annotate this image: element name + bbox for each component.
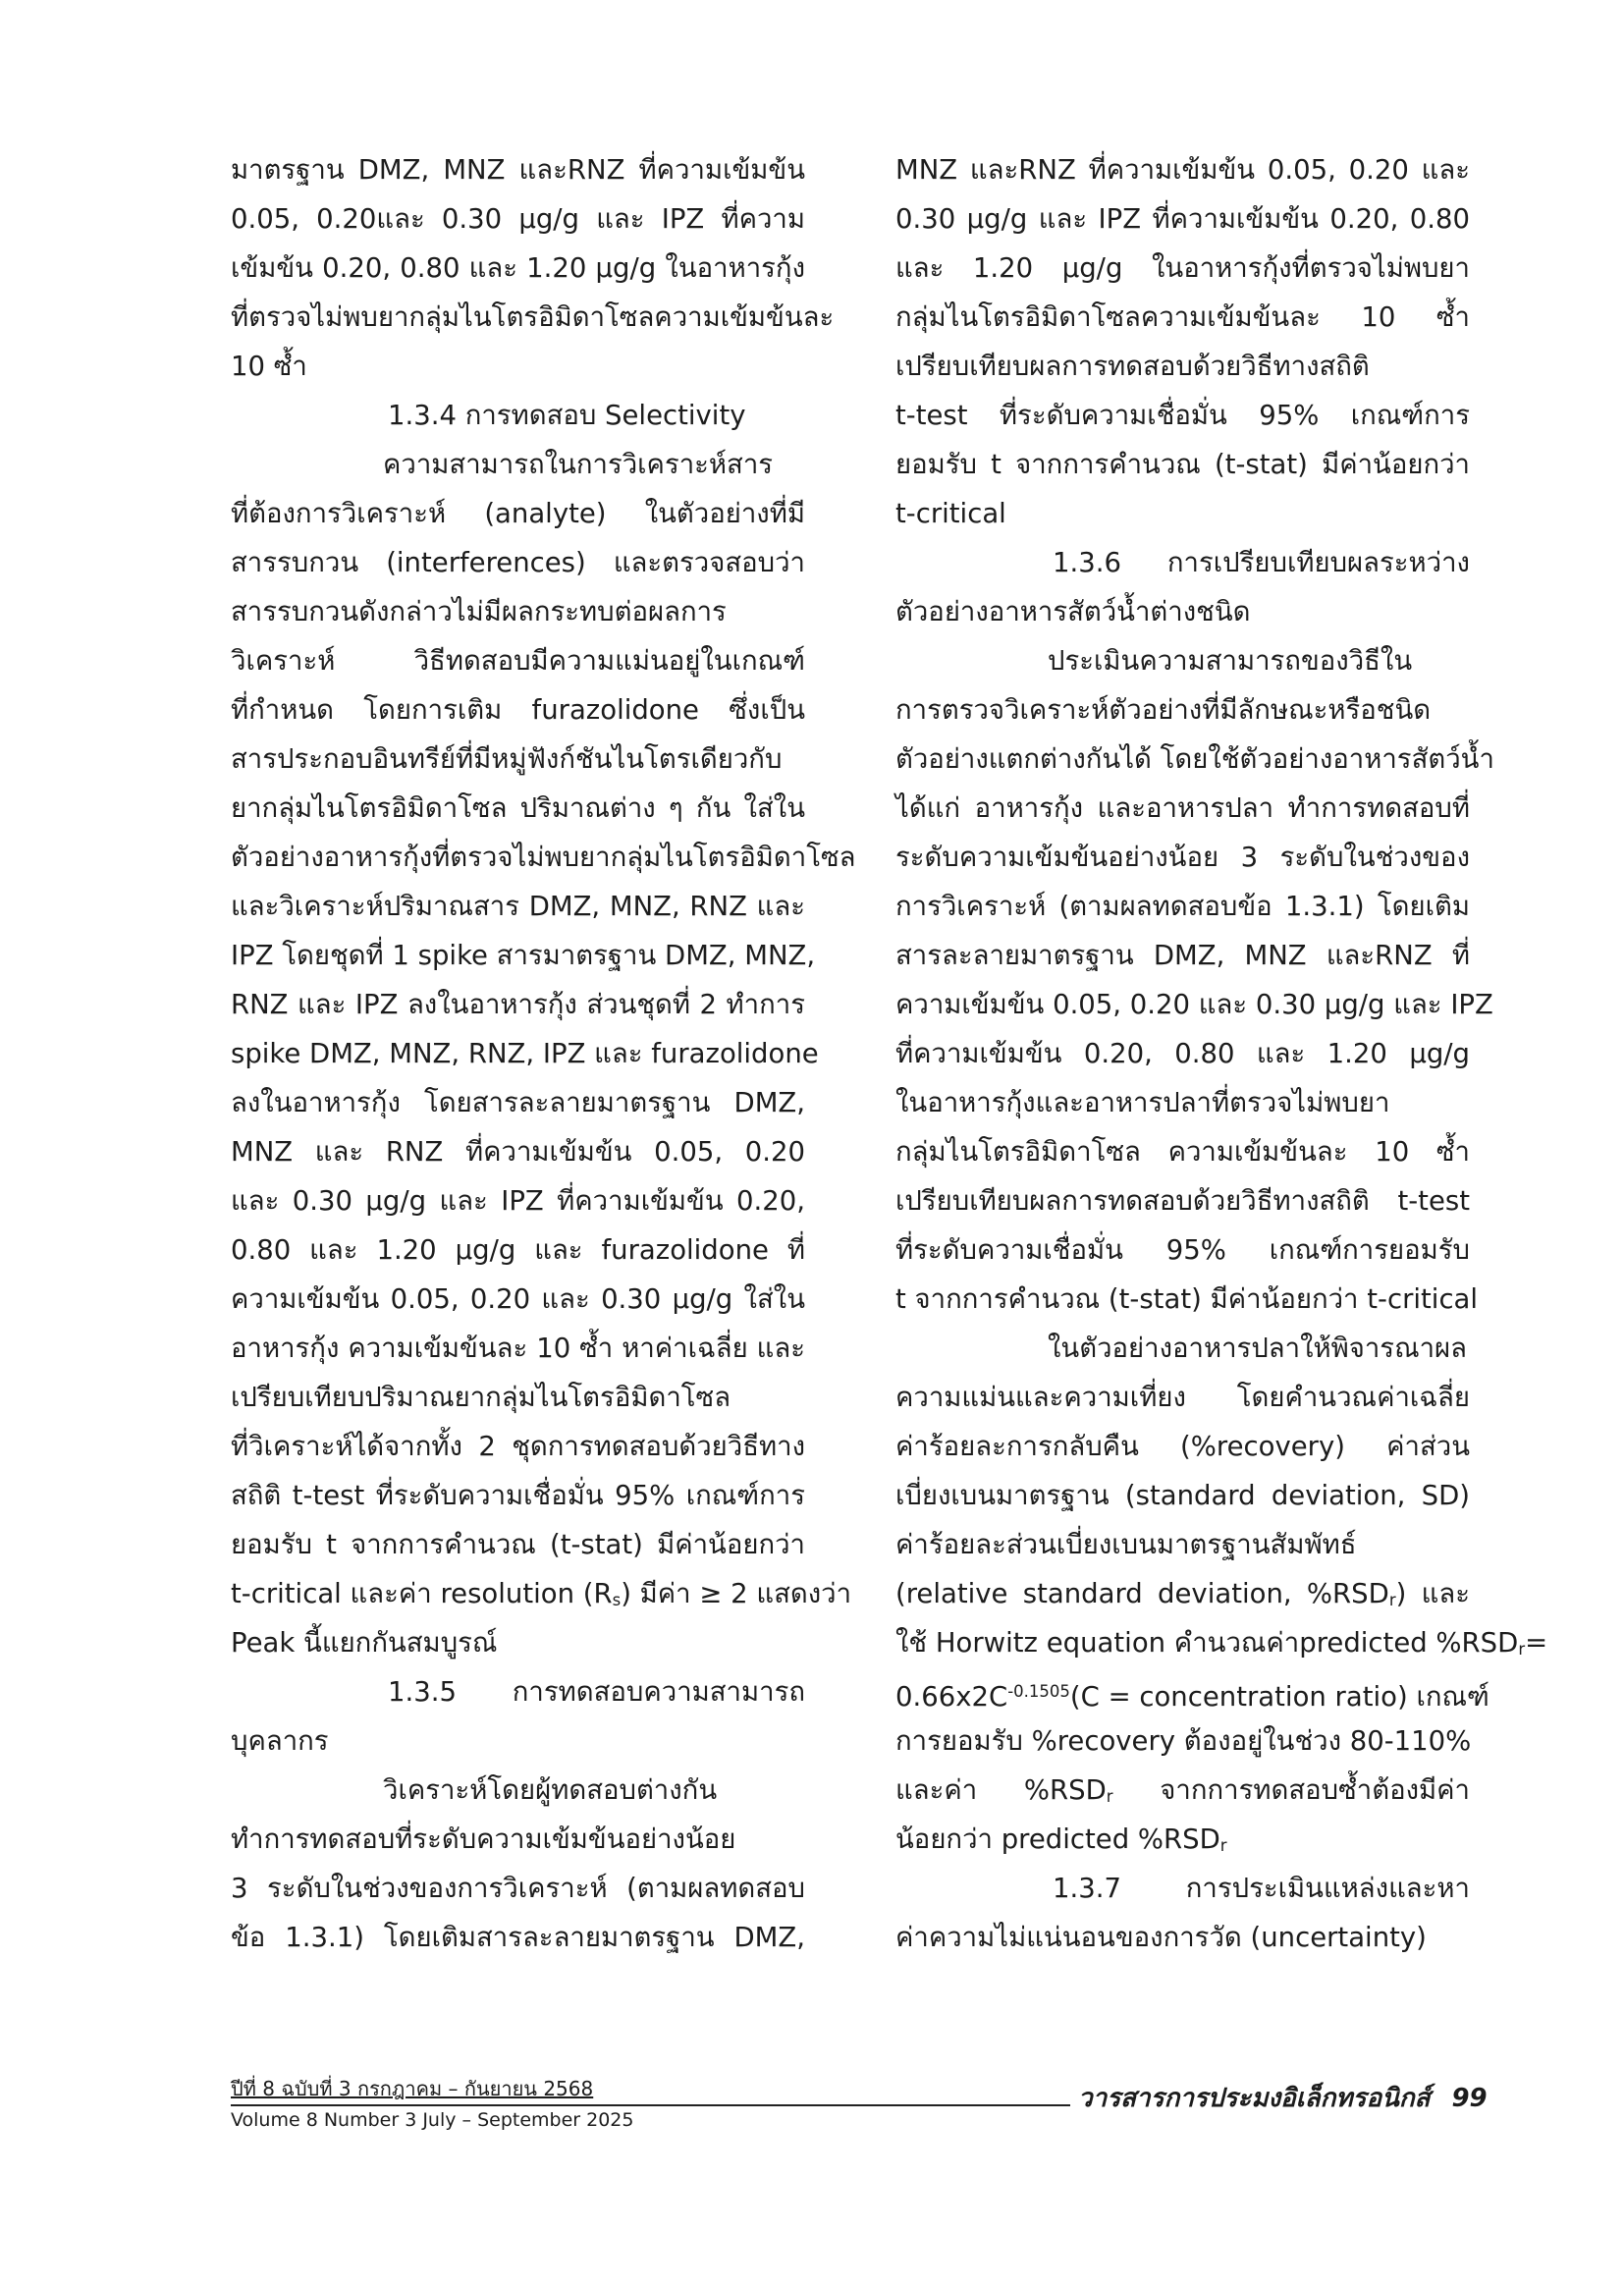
text-line: [231, 1618, 805, 1667]
text-line: [895, 1913, 1470, 1962]
text-line: [895, 194, 1470, 244]
text-line: [231, 735, 805, 784]
line-text: ความแม่นและความเที่ยง โดยคำนวณค่าเฉลี่ย: [895, 1382, 1470, 1413]
line-text: ที่ความเข้มข้น 0.20, 0.80 และ 1.20 µg/g: [895, 1038, 1470, 1069]
text-line: [231, 931, 816, 980]
page-number: 99: [1451, 2084, 1488, 2113]
text-line: [895, 1766, 1470, 1815]
text-line: [895, 587, 1470, 636]
text-line: [895, 882, 1470, 931]
line-text: 10 ซ้ำ: [231, 351, 307, 382]
text-line: [895, 636, 1470, 685]
text-line: [895, 1569, 1470, 1618]
line-text: วิเคราะห์ วิธีทดสอบมีความแม่นอยู่ในเกณฑ์: [231, 645, 805, 677]
line-text: =: [1525, 1627, 1548, 1659]
line-text: มาตรฐาน DMZ, MNZ และRNZ ที่ความเข้มข้น: [231, 154, 805, 186]
text-line: [231, 1864, 805, 1913]
text-line: [231, 1225, 805, 1275]
line-text: t-critical และค่า resolution (R: [231, 1578, 613, 1609]
section-heading: [231, 1667, 805, 1716]
line-text: ในอาหารกุ้งและอาหารปลาที่ตรวจไม่พบยา: [895, 1087, 1390, 1118]
text-line: [231, 538, 805, 587]
text-line: [231, 1520, 805, 1569]
text-line: [895, 833, 1470, 882]
line-text: บุคลากร: [231, 1725, 329, 1757]
line-text: 1.3.4 การทดสอบ Selectivity: [388, 400, 746, 431]
text-line: [895, 440, 1470, 489]
text-line: [895, 1667, 1489, 1716]
text-line: [895, 1127, 1470, 1176]
line-text: เบี่ยงเบนมาตรฐาน (standard deviation, SD): [895, 1480, 1470, 1511]
line-text: ที่วิเคราะห์ได้จากทั้ง 2 ชุดการทดสอบด้วยวิธีทาง: [231, 1431, 805, 1462]
line-text: และค่า %RSD: [895, 1774, 1107, 1806]
text-line: [231, 489, 805, 538]
line-text: น้อยกว่า predicted %RSD: [895, 1823, 1220, 1855]
section-heading: [231, 391, 805, 440]
text-line: [231, 1422, 805, 1471]
line-text: ประเมินความสามารถของวิธีใน: [1048, 645, 1413, 677]
line-text: IPZ โดยชุดที่ 1 spike สารมาตรฐาน DMZ, MNZ,: [231, 940, 816, 971]
line-text: กลุ่มไนโตรอิมิดาโซลความเข้มข้นละ 10 ซ้ำ: [895, 301, 1470, 333]
left-column: [231, 145, 856, 1962]
line-text: ได้แก่ อาหารกุ้ง และอาหารปลา ทำการทดสอบที่: [895, 792, 1470, 824]
text-line: [895, 1176, 1470, 1225]
text-line: [231, 1716, 805, 1766]
line-text: RNZ และ IPZ ลงในอาหารกุ้ง ส่วนชุดที่ 2 ทำการ: [231, 989, 805, 1020]
line-text: กลุ่มไนโตรอิมิดาโซล ความเข้มข้นละ 10 ซ้ำ: [895, 1136, 1470, 1168]
text-line: [231, 194, 805, 244]
text-line: [895, 1324, 1470, 1373]
line-text: ในตัวอย่างอาหารปลาให้พิจารณาผล: [1048, 1333, 1468, 1364]
text-line: [231, 1176, 805, 1225]
line-text: เปรียบเทียบปริมาณยากลุ่มไนโตรอิมิดาโซล: [231, 1382, 731, 1413]
line-text: ลงในอาหารกุ้ง โดยสารละลายมาตรฐาน DMZ,: [231, 1087, 805, 1118]
line-text: 0.80 และ 1.20 µg/g และ furazolidone ที่: [231, 1234, 805, 1266]
line-text: ทำการทดสอบที่ระดับความเข้มข้นอย่างน้อย: [231, 1823, 736, 1855]
text-line: [231, 1127, 805, 1176]
footer-journal-name: วารสารการประมงอิเล็กทรอนิกส์: [1078, 2084, 1431, 2113]
line-text: และ 1.20 µg/g ในอาหารกุ้งที่ตรวจไม่พบยา: [895, 252, 1470, 284]
text-line: [231, 1324, 805, 1373]
text-line: [231, 342, 805, 391]
line-text: ) และ: [1395, 1578, 1470, 1609]
line-text: จากการทดสอบซ้ำต้องมีค่า: [1112, 1774, 1470, 1806]
text-line: [895, 1275, 1479, 1324]
line-text: ) มีค่า ≥ 2 แสดงว่า: [621, 1578, 852, 1609]
text-line: [231, 1471, 805, 1520]
text-line: [231, 1373, 805, 1422]
text-line: [895, 685, 1470, 735]
line-text: ความเข้มข้น 0.05, 0.20 และ 0.30 µg/g และ IPZ: [895, 989, 1493, 1020]
text-line: [231, 685, 805, 735]
text-line: [231, 784, 805, 833]
text-line: [895, 391, 1470, 440]
text-line: [231, 145, 805, 194]
superscript: -0.1505: [1007, 1682, 1070, 1701]
text-line: [231, 587, 805, 636]
line-text: ความเข้มข้น 0.05, 0.20 และ 0.30 µg/g ใส่ใน: [231, 1283, 805, 1315]
line-text: การยอมรับ %recovery ต้องอยู่ในช่วง 80-110%: [895, 1725, 1472, 1757]
line-text: 1.3.7 การประเมินแหล่งและหา: [1053, 1873, 1470, 1904]
line-text: t-test ที่ระดับความเชื่อมั่น 95% เกณฑ์การ: [895, 400, 1470, 431]
subscript: r: [1388, 1591, 1396, 1609]
line-text: 0.05, 0.20และ 0.30 µg/g และ IPZ ที่ความ: [231, 203, 805, 235]
line-text: ที่ระดับความเชื่อมั่น 95% เกณฑ์การยอมรับ: [895, 1234, 1470, 1266]
line-text: ยอมรับ t จากการคำนวณ (t-stat) มีค่าน้อยกว่า: [895, 449, 1470, 480]
text-line: [895, 342, 1470, 391]
text-line: [895, 1815, 1470, 1864]
line-text: การวิเคราะห์ (ตามผลทดสอบข้อ 1.3.1) โดยเติม: [895, 891, 1470, 922]
line-text: ตัวอย่างอาหารสัตว์น้ำต่างชนิด: [895, 596, 1251, 627]
text-line: [895, 293, 1470, 342]
line-text: เข้มข้น 0.20, 0.80 และ 1.20 µg/g ในอาหารกุ้ง: [231, 252, 805, 284]
line-text: ความสามารถในการวิเคราะห์สาร: [383, 449, 774, 480]
line-text: spike DMZ, MNZ, RNZ, IPZ และ furazolidone: [231, 1038, 819, 1069]
line-text: ข้อ 1.3.1) โดยเติมสารละลายมาตรฐาน DMZ,: [231, 1922, 805, 1953]
line-text: ที่กำหนด โดยการเติม furazolidone ซึ่งเป็น: [231, 694, 805, 726]
line-text: MNZ และ RNZ ที่ความเข้มข้น 0.05, 0.20: [231, 1136, 805, 1168]
text-line: [231, 833, 856, 882]
line-text: ค่าความไม่แน่นอนของการวัด (uncertainty): [895, 1922, 1427, 1953]
text-line: [895, 1373, 1470, 1422]
text-line: [231, 244, 805, 293]
subscript: s: [612, 1591, 622, 1609]
footer-journal: [1070, 2078, 1488, 2118]
line-text: ระดับความเข้มข้นอย่างน้อย 3 ระดับในช่วงของ: [895, 842, 1470, 873]
line-text: ค่าร้อยละการกลับคืน (%recovery) ค่าส่วน: [895, 1431, 1470, 1462]
text-line: [895, 1078, 1470, 1127]
line-text: สารรบกวนดังกล่าวไม่มีผลกระทบต่อผลการ: [231, 596, 727, 627]
line-text: t-critical: [895, 498, 1006, 529]
line-text: 1.3.6 การเปรียบเทียบผลระหว่าง: [1053, 547, 1470, 578]
text-line: [231, 293, 835, 342]
text-line: [231, 636, 805, 685]
line-text: และวิเคราะห์ปริมาณสาร DMZ, MNZ, RNZ และ: [231, 891, 805, 922]
subscript: r: [1106, 1787, 1113, 1806]
line-text: วิเคราะห์โดยผู้ทดสอบต่างกัน: [383, 1774, 718, 1806]
text-line: [895, 1422, 1470, 1471]
line-text: ตัวอย่างอาหารกุ้งที่ตรวจไม่พบยากลุ่มไนโตรอิมิดาโซล: [231, 842, 856, 873]
text-line: [231, 882, 805, 931]
text-line: [895, 735, 1494, 784]
subscript: r: [1219, 1836, 1227, 1855]
text-line: [895, 145, 1470, 194]
line-text: ใช้ Horwitz equation คำนวณค่าpredicted %RSD: [895, 1627, 1519, 1659]
line-text: ยอมรับ t จากการคำนวณ (t-stat) มีค่าน้อยกว่า: [231, 1529, 805, 1560]
line-text: ตัวอย่างแตกต่างกันได้ โดยใช้ตัวอย่างอาหารสัตว์น้ำ: [895, 743, 1494, 775]
line-text: อาหารกุ้ง ความเข้มข้นละ 10 ซ้ำ หาค่าเฉลี่ย และ: [231, 1333, 805, 1364]
line-text: และ 0.30 µg/g และ IPZ ที่ความเข้มข้น 0.20,: [231, 1185, 805, 1217]
text-line: [231, 440, 805, 489]
line-text: สถิติ t-test ที่ระดับความเชื่อมั่น 95% เกณฑ์การ: [231, 1480, 805, 1511]
text-line: [895, 1029, 1470, 1078]
line-text: ที่ต้องการวิเคราะห์ (analyte) ในตัวอย่างที่มี: [231, 498, 805, 529]
text-line: [895, 489, 1470, 538]
line-text: MNZ และRNZ ที่ความเข้มข้น 0.05, 0.20 และ: [895, 154, 1470, 186]
text-line: [895, 980, 1493, 1029]
text-line: [895, 1618, 1548, 1667]
subscript: r: [1518, 1640, 1526, 1659]
text-line: [895, 1520, 1470, 1569]
text-line: [895, 784, 1470, 833]
line-text: เปรียบเทียบผลการทดสอบด้วยวิธีทางสถิติ: [895, 351, 1370, 382]
section-heading: [895, 538, 1470, 587]
text-line: [231, 1815, 805, 1864]
line-text: สารประกอบอินทรีย์ที่มีหมู่ฟังก์ชันไนโตรเดียวกับ: [231, 743, 783, 775]
text-line: [231, 1569, 852, 1618]
text-line: [895, 1225, 1470, 1275]
text-line: [895, 1716, 1470, 1766]
line-text: (relative standard deviation, %RSD: [895, 1578, 1389, 1609]
line-text: 0.66x2C: [895, 1681, 1008, 1713]
right-column: [895, 145, 1548, 1962]
line-text: (C = concentration ratio) เกณฑ์: [1069, 1681, 1489, 1713]
line-text: t จากการคำนวณ (t-stat) มีค่าน้อยกว่า t-critical: [895, 1283, 1479, 1315]
line-text: ยากลุ่มไนโตรอิมิดาโซล ปริมาณต่าง ๆ กัน ใส่ใน: [231, 792, 805, 824]
text-line: [231, 980, 805, 1029]
line-text: สารรบกวน (interferences) และตรวจสอบว่า: [231, 547, 805, 578]
line-text: 1.3.5 การทดสอบความสามารถ: [388, 1676, 805, 1708]
text-line: [231, 1913, 805, 1962]
text-line: [231, 1766, 805, 1815]
text-line: [895, 244, 1470, 293]
text-line: [231, 1029, 819, 1078]
line-text: สารละลายมาตรฐาน DMZ, MNZ และRNZ ที่: [895, 940, 1470, 971]
footer-issue-english: Volume 8 Number 3 July – September 2025: [231, 2109, 634, 2131]
line-text: การตรวจวิเคราะห์ตัวอย่างที่มีลักษณะหรือชนิด: [895, 694, 1432, 726]
text-line: [895, 1471, 1470, 1520]
line-text: ค่าร้อยละส่วนเบี่ยงเบนมาตรฐานสัมพัทธ์: [895, 1529, 1357, 1560]
line-text: เปรียบเทียบผลการทดสอบด้วยวิธีทางสถิติ t-test: [895, 1185, 1470, 1217]
line-text: 3 ระดับในช่วงของการวิเคราะห์ (ตามผลทดสอบ: [231, 1873, 805, 1904]
line-text: 0.30 µg/g และ IPZ ที่ความเข้มข้น 0.20, 0.80: [895, 203, 1470, 235]
line-text: Peak นี้แยกกันสมบูรณ์: [231, 1627, 498, 1659]
footer-issue-thai: ปีที่ 8 ฉบับที่ 3 กรกฎาคม – กันยายน 2568: [231, 2077, 594, 2100]
text-line: [231, 1275, 805, 1324]
section-heading: [895, 1864, 1470, 1913]
text-line: [231, 1078, 805, 1127]
text-line: [895, 931, 1470, 980]
line-text: ที่ตรวจไม่พบยากลุ่มไนโตรอิมิดาโซลความเข้มข้นละ: [231, 301, 835, 333]
